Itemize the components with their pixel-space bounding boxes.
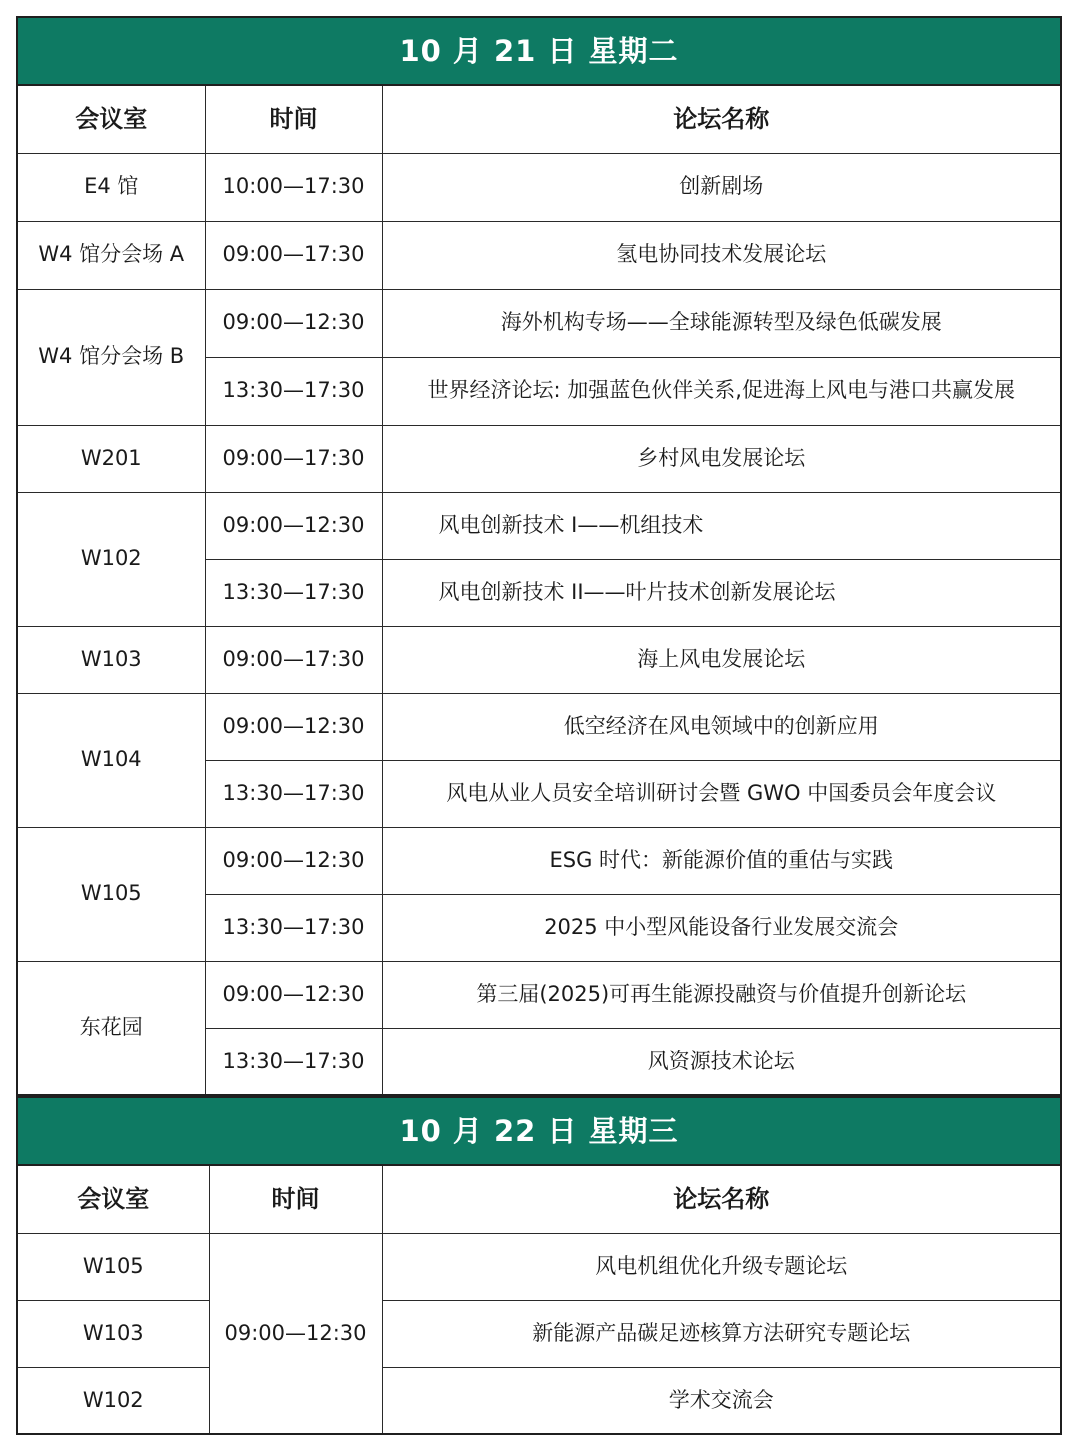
forum-cell: 海上风电发展论坛	[382, 626, 1061, 693]
room-cell: W102	[17, 492, 205, 626]
forum-cell: 风电创新技术 I——机组技术	[382, 492, 1061, 559]
forum-cell: 氢电协同技术发展论坛	[382, 221, 1061, 289]
table-row	[17, 827, 1061, 894]
table-row	[17, 626, 1061, 693]
forum-cell: 乡村风电发展论坛	[382, 425, 1061, 492]
table-row	[17, 221, 1061, 289]
schedule-table-day2	[16, 1096, 1062, 1435]
room-cell: W105	[17, 1233, 209, 1300]
room-cell: 东花园	[17, 961, 205, 1095]
forum-cell: 创新剧场	[382, 153, 1061, 221]
room-cell: W4 馆分会场 B	[17, 289, 205, 425]
forum-cell: 海外机构专场——全球能源转型及绿色低碳发展	[382, 289, 1061, 357]
forum-cell: 新能源产品碳足迹核算方法研究专题论坛	[382, 1300, 1061, 1367]
forum-cell: 2025 中小型风能设备行业发展交流会	[382, 894, 1061, 961]
table-row	[17, 492, 1061, 559]
forum-cell: 风电机组优化升级专题论坛	[382, 1233, 1061, 1300]
header-room: 会议室	[17, 85, 205, 153]
time-cell: 13:30—17:30	[205, 1028, 382, 1095]
table-row	[17, 289, 1061, 357]
table-row	[17, 961, 1061, 1028]
time-cell: 09:00—12:30	[205, 693, 382, 760]
room-cell: W104	[17, 693, 205, 827]
header-time: 时间	[209, 1165, 382, 1233]
header-room: 会议室	[17, 1165, 209, 1233]
forum-cell: 世界经济论坛: 加强蓝色伙伴关系,促进海上风电与港口共赢发展	[382, 357, 1061, 425]
time-cell: 13:30—17:30	[205, 760, 382, 827]
schedule-sheet	[16, 16, 1060, 1435]
table-row	[17, 1233, 1061, 1300]
forum-cell: 风资源技术论坛	[382, 1028, 1061, 1095]
forum-cell: 风电从业人员安全培训研讨会暨 GWO 中国委员会年度会议	[382, 760, 1061, 827]
forum-cell: ESG 时代：新能源价值的重估与实践	[382, 827, 1061, 894]
header-time: 时间	[205, 85, 382, 153]
room-cell: W103	[17, 1300, 209, 1367]
room-cell: W4 馆分会场 A	[17, 221, 205, 289]
day-banner	[17, 17, 1061, 85]
time-cell: 09:00—12:30	[205, 827, 382, 894]
room-cell: E4 馆	[17, 153, 205, 221]
time-cell: 10:00—17:30	[205, 153, 382, 221]
forum-cell: 风电创新技术 II——叶片技术创新发展论坛	[382, 559, 1061, 626]
day-banner	[17, 1097, 1061, 1165]
table-row	[17, 425, 1061, 492]
table-header-row	[17, 85, 1061, 153]
forum-cell: 第三届(2025)可再生能源投融资与价值提升创新论坛	[382, 961, 1061, 1028]
time-cell: 09:00—17:30	[205, 626, 382, 693]
room-cell: W105	[17, 827, 205, 961]
time-cell: 09:00—12:30	[205, 289, 382, 357]
room-cell: W103	[17, 626, 205, 693]
table-row	[17, 1300, 1061, 1367]
room-cell: W102	[17, 1367, 209, 1434]
time-cell: 09:00—12:30	[205, 961, 382, 1028]
time-cell: 09:00—17:30	[205, 221, 382, 289]
header-forum: 论坛名称	[382, 85, 1061, 153]
table-row	[17, 693, 1061, 760]
time-cell: 09:00—12:30	[209, 1233, 382, 1434]
schedule-table-day1	[16, 16, 1062, 1096]
time-cell: 09:00—12:30	[205, 492, 382, 559]
header-forum: 论坛名称	[382, 1165, 1061, 1233]
table-header-row	[17, 1165, 1061, 1233]
forum-cell: 学术交流会	[382, 1367, 1061, 1434]
time-cell: 13:30—17:30	[205, 559, 382, 626]
time-cell: 09:00—17:30	[205, 425, 382, 492]
day-banner-title: 10 月 21 日 星期二	[17, 17, 1061, 85]
room-cell: W201	[17, 425, 205, 492]
forum-cell: 低空经济在风电领域中的创新应用	[382, 693, 1061, 760]
table-row	[17, 153, 1061, 221]
day-banner-title: 10 月 22 日 星期三	[17, 1097, 1061, 1165]
table-row	[17, 1367, 1061, 1434]
time-cell: 13:30—17:30	[205, 357, 382, 425]
time-cell: 13:30—17:30	[205, 894, 382, 961]
